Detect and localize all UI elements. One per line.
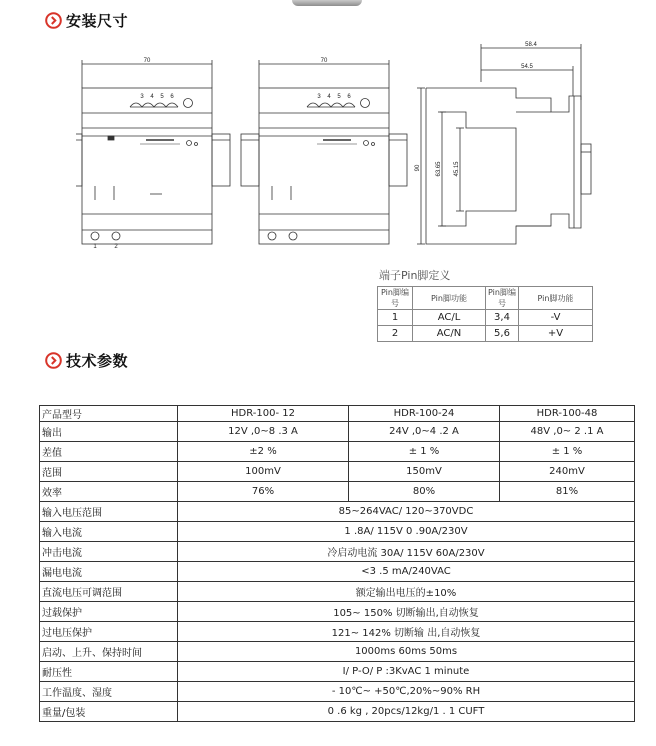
- spec-table: [39, 405, 635, 722]
- table-row: [40, 502, 635, 522]
- table-row: [40, 462, 635, 482]
- pin-cell: 1: [378, 310, 413, 326]
- section-title-dimensions: 安装尺寸: [66, 12, 129, 30]
- chevron-circle-icon: [45, 12, 62, 29]
- pin-definition-block: [377, 267, 593, 342]
- spec-value: 150mV: [349, 462, 500, 482]
- spec-value: 48V ,0~ 2 .1 A: [500, 422, 635, 442]
- spec-label: 冲击电流: [40, 542, 178, 562]
- spec-label: 漏电电流: [40, 562, 178, 582]
- chevron-circle-icon: [45, 352, 62, 369]
- spec-value: 0 .6 kg , 20pcs/12kg/1 . 1 CUFT: [178, 702, 635, 722]
- height-total-label: 90: [415, 164, 421, 172]
- spec-label: 效率: [40, 482, 178, 502]
- table-row: [40, 682, 635, 702]
- table-row: [40, 582, 635, 602]
- pin-header: Pin脚编号: [378, 287, 413, 310]
- model-cell: HDR-100-48: [500, 406, 635, 422]
- pin-table: [377, 286, 593, 342]
- pin-table-row: [378, 310, 593, 326]
- pin-table-row: [378, 326, 593, 342]
- section-title-specs: 技术参数: [66, 352, 129, 370]
- spec-value: 24V ,0~4 .2 A: [349, 422, 500, 442]
- front-view-1: [76, 60, 230, 244]
- section-heading-dimensions: [45, 10, 128, 31]
- spec-value: ± 1 %: [500, 442, 635, 462]
- pin-number-2: 2: [114, 244, 118, 250]
- table-row: [40, 622, 635, 642]
- pin-number-5: 5: [160, 94, 164, 100]
- spec-value: 1 .8A/ 115V 0 .90A/230V: [178, 522, 635, 542]
- pin-number-4: 4: [150, 94, 154, 100]
- spec-value: I/ P-O/ P :3KvAC 1 minute: [178, 662, 635, 682]
- spec-value: 240mV: [500, 462, 635, 482]
- spec-value: 冷启动电流 30A/ 115V 60A/230V: [178, 542, 635, 562]
- pin-number-5b: 5: [337, 94, 341, 100]
- table-row: [40, 422, 635, 442]
- pin-cell: -V: [519, 310, 593, 326]
- spec-label: 输出: [40, 422, 178, 442]
- spec-label: 输入电压范围: [40, 502, 178, 522]
- spec-value: 85~264VAC/ 120~370VDC: [178, 502, 635, 522]
- pin-number-6: 6: [170, 94, 174, 100]
- spec-label: 过电压保护: [40, 622, 178, 642]
- dimension-drawing: [76, 36, 606, 256]
- height-a-label: 63.65: [436, 161, 442, 177]
- spec-label: 产品型号: [40, 406, 178, 422]
- model-cell: HDR-100-24: [349, 406, 500, 422]
- spec-value: 额定输出电压的±10%: [178, 582, 635, 602]
- height-b-label: 45.15: [454, 161, 460, 177]
- pin-table-header-row: [378, 287, 593, 310]
- pin-number-3: 3: [140, 94, 144, 100]
- spec-value: 81%: [500, 482, 635, 502]
- spec-label: 输入电流: [40, 522, 178, 542]
- spec-value: 105~ 150% 切断输出,自动恢复: [178, 602, 635, 622]
- spec-label: 工作温度、湿度: [40, 682, 178, 702]
- spec-label: 耐压性: [40, 662, 178, 682]
- model-cell: HDR-100- 12: [178, 406, 349, 422]
- pin-number-1: 1: [93, 244, 97, 250]
- table-row: [40, 562, 635, 582]
- spec-value: ±2 %: [178, 442, 349, 462]
- pin-number-4b: 4: [327, 94, 331, 100]
- spec-value: 1000ms 60ms 50ms: [178, 642, 635, 662]
- spec-value: <3 .5 mA/240VAC: [178, 562, 635, 582]
- pin-cell: 2: [378, 326, 413, 342]
- table-row: [40, 602, 635, 622]
- spec-label: 重量/包装: [40, 702, 178, 722]
- spec-value: 80%: [349, 482, 500, 502]
- pin-number-3b: 3: [317, 94, 321, 100]
- spec-label: 过载保护: [40, 602, 178, 622]
- spec-value: 121~ 142% 切断输 出,自动恢复: [178, 622, 635, 642]
- table-row: [40, 662, 635, 682]
- table-row: [40, 642, 635, 662]
- spec-label: 范围: [40, 462, 178, 482]
- spec-value: 12V ,0~8 .3 A: [178, 422, 349, 442]
- pin-cell: AC/L: [413, 310, 486, 326]
- pin-cell: +V: [519, 326, 593, 342]
- width-label-2: 70: [320, 58, 328, 64]
- section-heading-specs: [45, 350, 128, 371]
- spec-label: 启动、上升、保持时间: [40, 642, 178, 662]
- pin-cell: 3,4: [486, 310, 519, 326]
- spec-label: 差值: [40, 442, 178, 462]
- pin-header: Pin脚编号: [486, 287, 519, 310]
- table-row: [40, 542, 635, 562]
- spec-label: 直流电压可调范围: [40, 582, 178, 602]
- top-decoration: [292, 0, 362, 6]
- depth-inner-label: 54.5: [521, 64, 533, 70]
- pin-header: Pin脚功能: [519, 287, 593, 310]
- side-view: [417, 44, 591, 244]
- spec-value: 76%: [178, 482, 349, 502]
- pin-header: Pin脚功能: [413, 287, 486, 310]
- width-label-1: 70: [143, 58, 151, 64]
- spec-value: - 10℃~ +50℃,20%~90% RH: [178, 682, 635, 702]
- table-row: [40, 482, 635, 502]
- depth-outer-label: 58.4: [525, 42, 537, 48]
- table-row: [40, 522, 635, 542]
- table-row: [40, 442, 635, 462]
- table-row: [40, 406, 635, 422]
- table-row: [40, 702, 635, 722]
- pin-cell: 5,6: [486, 326, 519, 342]
- spec-value: 100mV: [178, 462, 349, 482]
- spec-value: ± 1 %: [349, 442, 500, 462]
- front-view-2: [241, 60, 407, 244]
- pin-cell: AC/N: [413, 326, 486, 342]
- pin-table-title: 端子Pin脚定义: [379, 269, 451, 282]
- pin-number-6b: 6: [347, 94, 351, 100]
